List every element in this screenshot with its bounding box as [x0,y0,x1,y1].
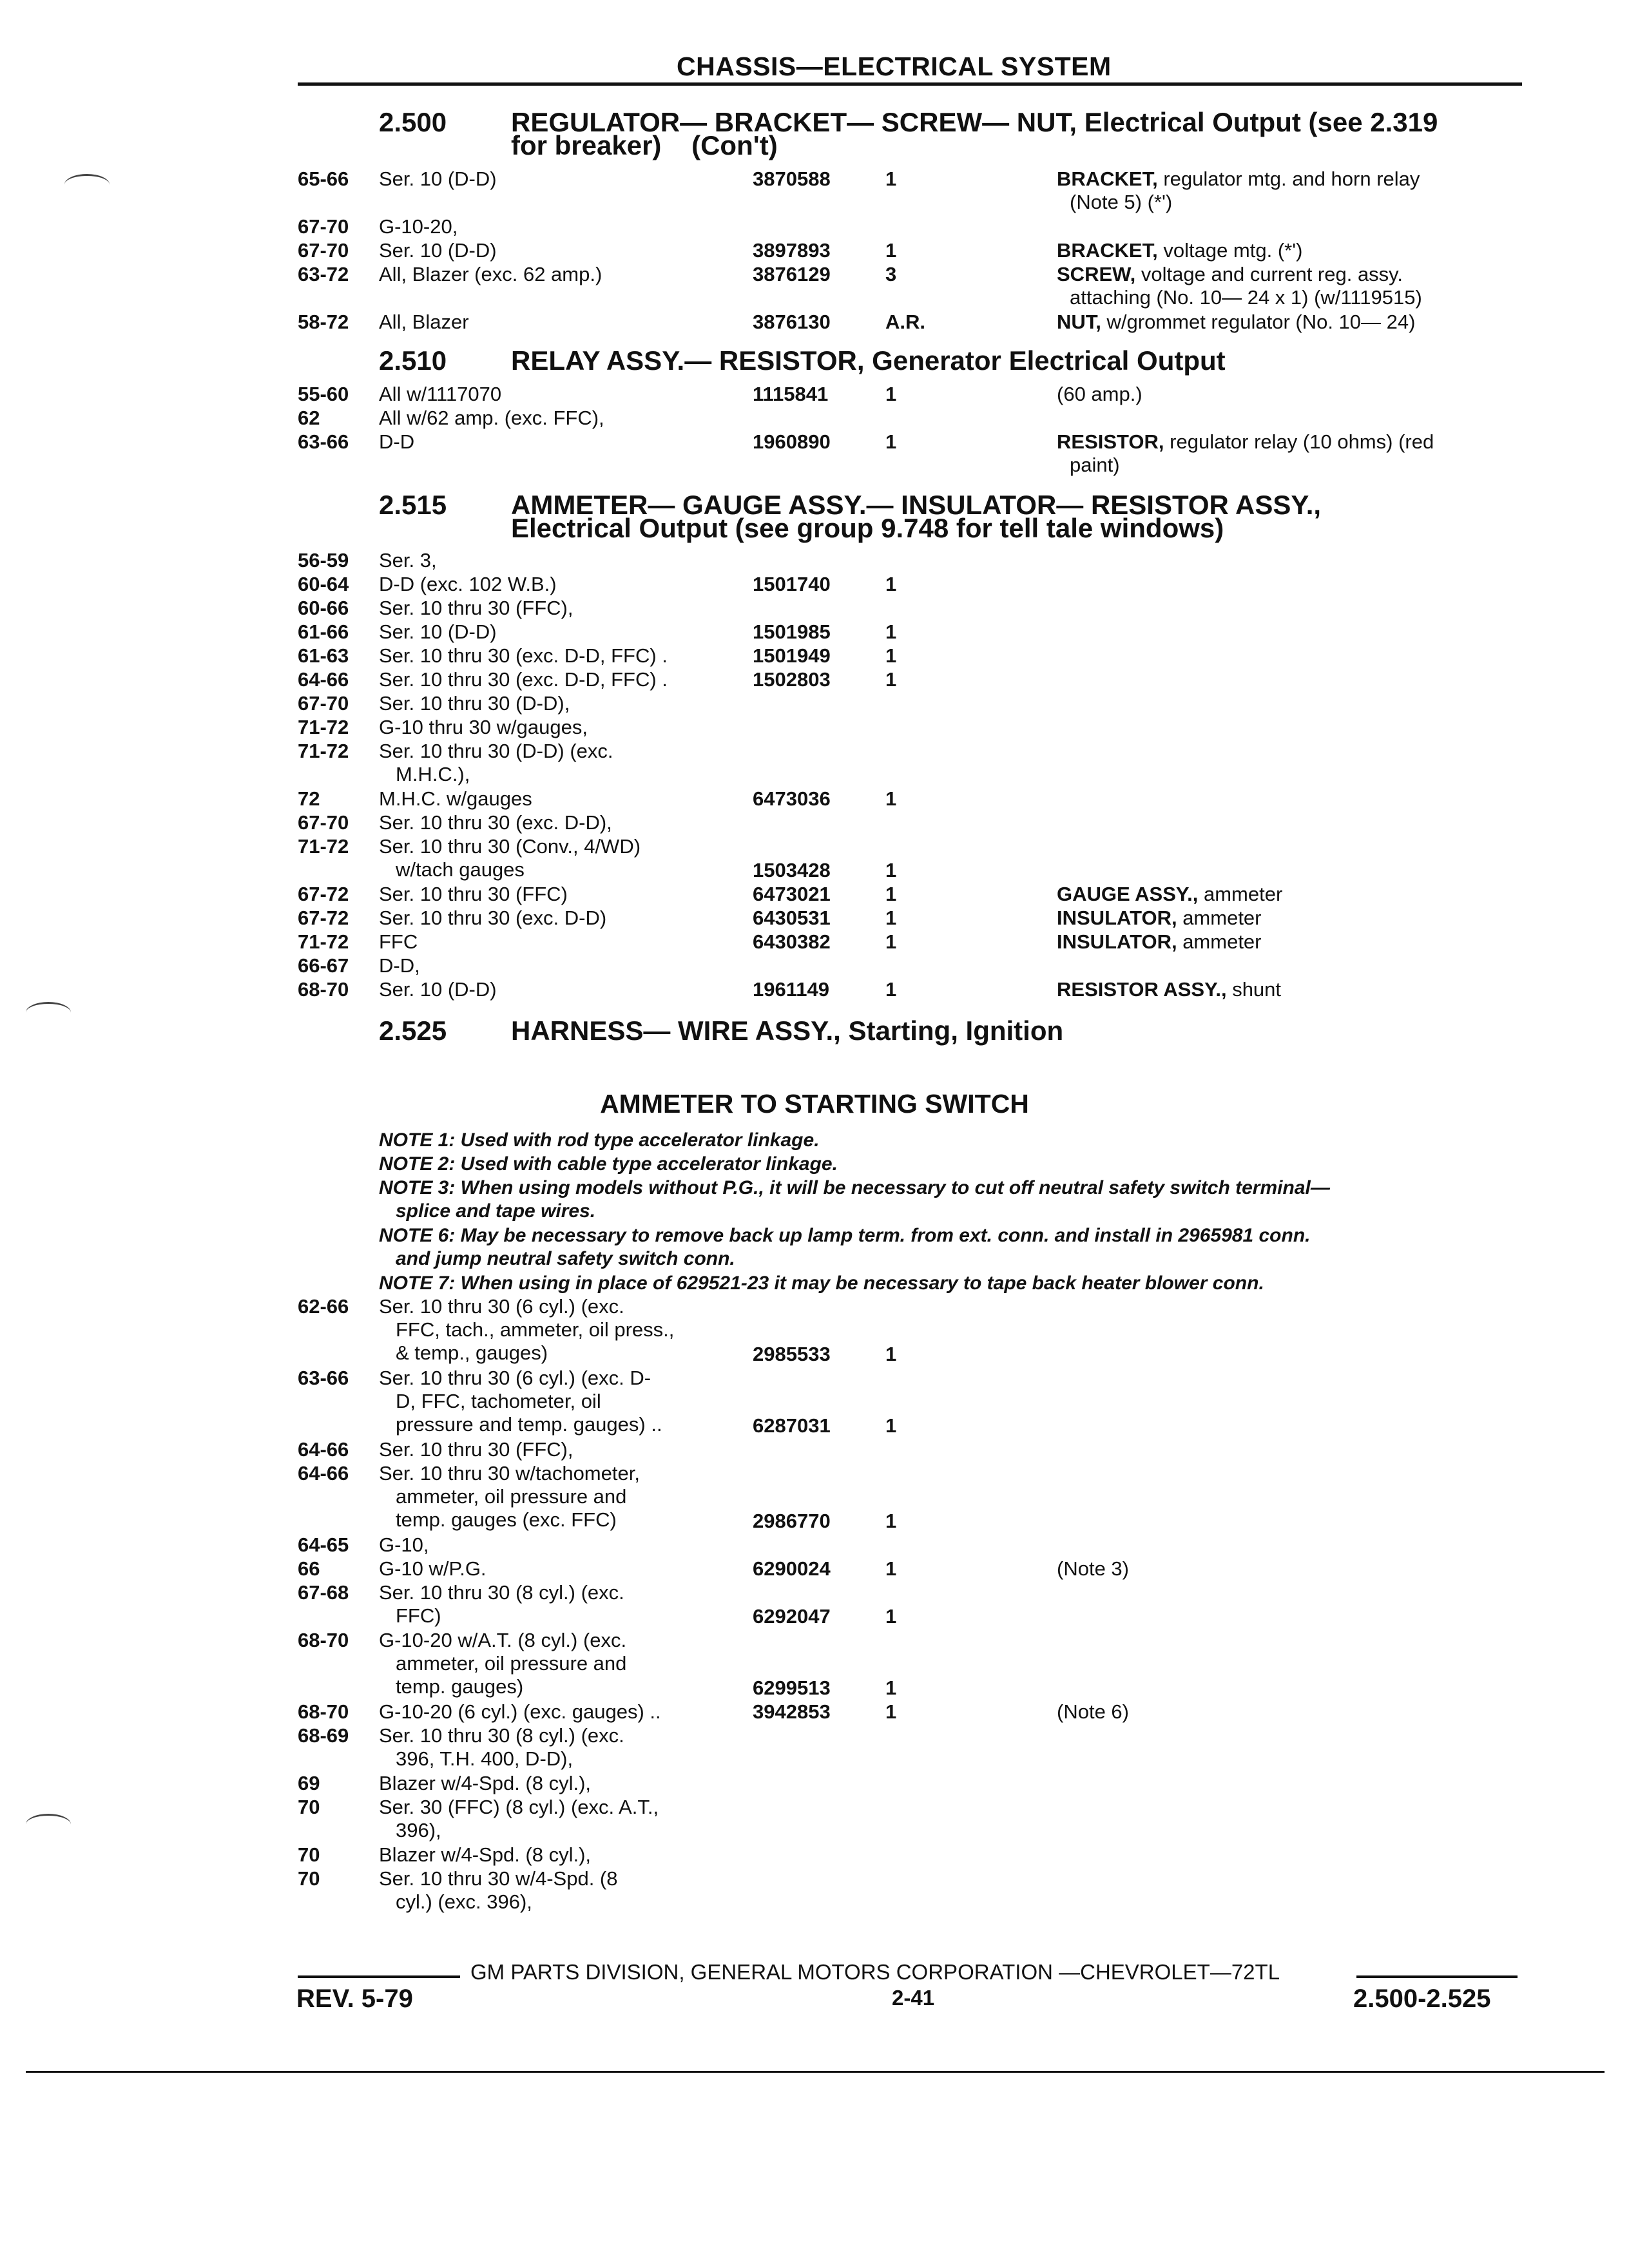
page-number: 2-41 [892,1986,935,2010]
part-number: 1503428 [753,859,831,881]
part-row [0,239,1629,263]
quantity: 1 [885,168,897,190]
application [379,1867,727,1914]
footer-rule-right [1356,1975,1518,1978]
part-number: 6430382 [753,930,831,953]
application [379,907,727,930]
part-number: 1501985 [753,620,831,643]
model-years: 68-69 [298,1724,349,1747]
application-continued: temp. gauges) [396,1675,524,1698]
part-number: 6430531 [753,907,831,929]
model-years: 67-70 [298,692,349,715]
description-text: ammeter [1177,930,1262,953]
part-row [0,311,1629,334]
model-years: 56-59 [298,549,349,572]
application-text: Ser. 10 thru 30 (6 cyl.) (exc. [379,1295,624,1318]
model-years: 67-72 [298,907,349,929]
application [379,716,727,739]
application-text: FFC [379,930,418,953]
part-row [0,978,1629,1002]
application [379,883,727,906]
note-text: NOTE 7: When using in place of 629521-23 it may be necessary to tape back heater blower conn. [379,1273,1264,1294]
application-text: G-10, [379,1533,429,1556]
model-years: 66-67 [298,954,349,977]
application-text: Ser. 10 (D-D) [379,978,497,1001]
application [379,1796,727,1842]
part-number: 3870588 [753,168,831,190]
model-years: 61-63 [298,644,349,667]
part-number: 6473036 [753,787,831,810]
section-title: RELAY ASSY.— RESISTOR, Generator Electrical Output [511,345,1226,376]
application [379,1843,727,1867]
note-continued: and jump neutral safety switch conn. [396,1248,735,1269]
part-number: 1501740 [753,573,831,595]
model-years: 58-72 [298,311,349,333]
application [379,215,727,238]
part-row [0,644,1629,668]
part-row [0,835,1629,881]
part-row [0,668,1629,692]
part-number: 2986770 [753,1510,831,1532]
part-number: 6299513 [753,1677,831,1699]
part-row [0,597,1629,620]
application-text: Ser. 10 thru 30 (FFC) [379,883,568,905]
part-row [0,263,1629,309]
part-number: 1501949 [753,644,831,667]
note-text: NOTE 6: May be necessary to remove back up lamp term. from ext. conn. and install in 2965981 conn. [379,1225,1311,1246]
part-row [0,930,1629,954]
application [379,740,727,786]
description-text: voltage and current reg. assy. [1135,263,1403,285]
model-years: 70 [298,1867,320,1890]
section-number: 2.515 [379,490,447,520]
model-years: 63-66 [298,1367,349,1389]
application-text: All w/62 amp. (exc. FFC), [379,407,604,429]
part-row [0,907,1629,930]
part-row [0,549,1629,573]
description-continued: attaching (No. 10— 24 x 1) (w/1119515) [1070,286,1422,309]
description [1057,430,1527,477]
description-text: regulator mtg. and horn relay [1157,168,1420,190]
application-continued: cyl.) (exc. 396), [396,1890,532,1913]
description [1057,907,1527,930]
part-number: 1115841 [753,383,829,405]
model-years: 64-65 [298,1533,349,1556]
description [1057,978,1527,1001]
quantity: 1 [885,1700,897,1723]
model-years: 67-70 [298,811,349,834]
revision-date: REV. 5-79 [296,1984,413,2013]
note-text: NOTE 3: When using models without P.G., it will be necessary to cut off neutral safety switch terminal— [379,1177,1330,1198]
application [379,239,727,262]
quantity: 1 [885,668,897,691]
application [379,407,727,430]
model-years: 67-70 [298,215,349,238]
quantity: 1 [885,239,897,262]
model-years: 71-72 [298,740,349,762]
model-years: 71-72 [298,930,349,953]
application [379,1367,727,1436]
description [1057,883,1527,906]
part-row [0,883,1629,907]
part-number: 3876130 [753,311,831,333]
quantity: 3 [885,263,897,285]
description [1057,311,1527,334]
page-header-title: CHASSIS—ELECTRICAL SYSTEM [677,52,1112,81]
model-years: 66 [298,1557,320,1580]
description-text: regulator relay (10 ohms) (red [1164,430,1434,453]
application [379,835,727,881]
model-years: 68-70 [298,1700,349,1723]
application-text: Ser. 10 thru 30 (exc. D-D, FFC) . [379,668,668,691]
application-text: Ser. 10 thru 30 (FFC), [379,597,574,619]
application [379,930,727,954]
application-continued: D, FFC, tachometer, oil [396,1390,601,1412]
application-text: Ser. 10 thru 30 (Conv., 4/WD) [379,835,641,858]
model-years: 67-70 [298,239,349,262]
part-row [0,787,1629,811]
application-continued: M.H.C.), [396,763,470,785]
application [379,978,727,1001]
bottom-rule [26,2071,1605,2073]
description-text: ammeter [1198,883,1283,905]
application-text: Ser. 10 thru 30 (8 cyl.) (exc. [379,1581,624,1604]
part-row [0,168,1629,213]
application [379,1557,727,1581]
model-years: 60-66 [298,597,349,619]
description-continued: (Note 5) (*') [1070,191,1173,213]
section-number: 2.510 [379,345,447,376]
application-text: Ser. 10 thru 30 (exc. D-D, FFC) . [379,644,668,667]
application-text: Ser. 10 (D-D) [379,239,497,262]
model-years: 64-66 [298,1438,349,1461]
description [1057,239,1527,262]
quantity: 1 [885,383,897,405]
application [379,168,727,191]
description-keyword: BRACKET, [1057,239,1158,262]
quantity: 1 [885,787,897,810]
section-title: HARNESS— WIRE ASSY., Starting, Ignition [511,1015,1064,1046]
part-number: 6290024 [753,1557,831,1580]
quantity: 1 [885,1557,897,1580]
description-keyword: RESISTOR, [1057,430,1164,453]
note [379,1129,1539,1152]
part-row [0,740,1629,785]
header-rule [298,82,1522,86]
description-keyword: NUT, [1057,311,1101,333]
description-text: (Note 6) [1057,1700,1129,1723]
note [379,1153,1539,1176]
note-text: NOTE 1: Used with rod type accelerator linkage. [379,1129,820,1151]
description-text: w/grommet regulator (No. 10— 24) [1101,311,1416,333]
description-text: (Note 3) [1057,1557,1129,1580]
application-continued: temp. gauges (exc. FFC) [396,1508,617,1531]
model-years: 71-72 [298,716,349,738]
model-years: 65-66 [298,168,349,190]
model-years: 68-70 [298,978,349,1001]
model-years: 72 [298,787,320,810]
description-keyword: RESISTOR ASSY., [1057,978,1227,1001]
quantity: 1 [885,620,897,643]
application [379,573,727,596]
model-years: 60-64 [298,573,349,595]
part-row [0,407,1629,430]
application-text: G-10-20 (6 cyl.) (exc. gauges) .. [379,1700,661,1723]
model-years: 62 [298,407,320,429]
application [379,787,727,811]
application-text: Ser. 10 thru 30 w/tachometer, [379,1462,640,1485]
model-years: 67-68 [298,1581,349,1604]
application-continued: FFC, tach., ammeter, oil press., [396,1318,675,1341]
quantity: 1 [885,1343,897,1365]
part-number: 6473021 [753,883,831,905]
model-years: 70 [298,1796,320,1818]
application [379,954,727,977]
application [379,263,727,286]
part-row [0,716,1629,740]
description-keyword: BRACKET, [1057,168,1158,190]
footer-corporation: GM PARTS DIVISION, GENERAL MOTORS CORPORATION —CHEVROLET—72TL [470,1960,1280,1984]
application [379,1772,727,1795]
section-title: REGULATOR— BRACKET— SCREW— NUT, Electrical Output (see 2.319 for breaker) (Con't) [511,107,1438,160]
application-text: D-D [379,430,415,453]
application [379,811,727,834]
part-number: 3876129 [753,263,831,285]
application [379,549,727,572]
model-years: 63-72 [298,263,349,285]
part-row [0,954,1629,978]
application-text: Ser. 10 thru 30 (FFC), [379,1438,574,1461]
note [379,1224,1539,1271]
model-years: 63-66 [298,430,349,453]
model-years: 70 [298,1843,320,1866]
part-number: 6287031 [753,1414,831,1437]
application-text: G-10-20 w/A.T. (8 cyl.) (exc. [379,1629,627,1651]
quantity: 1 [885,573,897,595]
model-years: 64-66 [298,1462,349,1485]
application-text: G-10 thru 30 w/gauges, [379,716,588,738]
application-text: D-D (exc. 102 W.B.) [379,573,557,595]
application-text: All, Blazer [379,311,469,333]
quantity: 1 [885,1605,897,1628]
note [379,1272,1539,1295]
application [379,1724,727,1771]
application-continued: 396, T.H. 400, D-D), [396,1747,574,1770]
application [379,668,727,691]
application-text: Ser. 10 thru 30 (D-D), [379,692,570,715]
application [379,1462,727,1532]
application-continued: & temp., gauges) [396,1341,548,1364]
part-number: 2985533 [753,1343,831,1365]
quantity: 1 [885,978,897,1001]
note-continued: splice and tape wires. [396,1200,596,1222]
description [1057,168,1527,214]
quantity: 1 [885,883,897,905]
part-row [0,573,1629,597]
note [379,1177,1539,1223]
model-years: 67-72 [298,883,349,905]
application [379,597,727,620]
application [379,383,727,406]
application-text: Ser. 30 (FFC) (8 cyl.) (exc. A.T., [379,1796,659,1818]
quantity: 1 [885,644,897,667]
description [1057,383,1527,406]
description-keyword: INSULATOR, [1057,907,1177,929]
application-text: G-10 w/P.G. [379,1557,487,1580]
model-years: 69 [298,1772,320,1794]
part-row [0,811,1629,835]
description-keyword: SCREW, [1057,263,1136,285]
part-number: 6292047 [753,1605,831,1628]
application [379,1295,727,1365]
quantity: 1 [885,1414,897,1437]
application-continued: w/tach gauges [396,858,525,881]
part-number: 1961149 [753,978,829,1001]
quantity: A.R. [885,311,925,333]
section-title: AMMETER— GAUGE ASSY.— INSULATOR— RESISTOR ASSY., Electrical Output (see group 9.748 for tell tale windows) [511,490,1322,543]
model-years: 64-66 [298,668,349,691]
part-row [0,215,1629,239]
part-row [0,383,1629,407]
application [379,1700,727,1724]
application [379,644,727,668]
application-text: G-10-20, [379,215,458,238]
application-text: Ser. 10 thru 30 (D-D) (exc. [379,740,613,762]
application-text: M.H.C. w/gauges [379,787,532,810]
part-number: 1502803 [753,668,831,691]
binder-mark [26,1002,71,1023]
model-years: 55-60 [298,383,349,405]
part-row [0,620,1629,644]
application-text: D-D, [379,954,420,977]
footer-rule-left [298,1975,460,1978]
part-row [0,430,1629,476]
note-text: NOTE 2: Used with cable type accelerator linkage. [379,1153,838,1175]
quantity: 1 [885,907,897,929]
part-number: 3942853 [753,1700,831,1723]
quantity: 1 [885,930,897,953]
section-number: 2.525 [379,1015,447,1046]
description-text: (60 amp.) [1057,383,1142,405]
part-number: 1960890 [753,430,831,453]
application [379,1533,727,1557]
application-text: Ser. 3, [379,549,437,572]
application-text: Ser. 10 thru 30 (8 cyl.) (exc. [379,1724,624,1747]
description-continued: paint) [1070,454,1120,476]
quantity: 1 [885,859,897,881]
description-text: voltage mtg. (*') [1157,239,1303,262]
part-row [0,692,1629,716]
subheading: AMMETER TO STARTING SWITCH [600,1089,1029,1119]
application [379,1581,727,1628]
application-text: Ser. 10 thru 30 (exc. D-D), [379,811,612,834]
description-keyword: GAUGE ASSY., [1057,883,1199,905]
description-text: shunt [1226,978,1282,1001]
model-years: 62-66 [298,1295,349,1318]
application [379,620,727,644]
application-continued: ammeter, oil pressure and [396,1485,627,1508]
description-text: ammeter [1177,907,1262,929]
group-range: 2.500-2.525 [1353,1984,1491,2013]
binder-mark [26,1814,71,1835]
application-text: Ser. 10 (D-D) [379,620,497,643]
application-continued: pressure and temp. gauges) .. [396,1413,662,1436]
application [379,1629,727,1698]
quantity: 1 [885,430,897,453]
part-number: 3897893 [753,239,831,262]
model-years: 68-70 [298,1629,349,1651]
application-text: Blazer w/4-Spd. (8 cyl.), [379,1843,592,1866]
application-continued: ammeter, oil pressure and [396,1652,627,1675]
application-text: All, Blazer (exc. 62 amp.) [379,263,602,285]
quantity: 1 [885,1510,897,1532]
application [379,430,727,454]
model-years: 61-66 [298,620,349,643]
description [1057,263,1527,309]
application [379,311,727,334]
application-text: Ser. 10 (D-D) [379,168,497,190]
model-years: 71-72 [298,835,349,858]
application-text: Ser. 10 thru 30 (6 cyl.) (exc. D- [379,1367,651,1389]
description [1057,930,1527,954]
application-text: All w/1117070 [379,383,502,405]
application [379,1438,727,1461]
application [379,692,727,715]
description-keyword: INSULATOR, [1057,930,1177,953]
quantity: 1 [885,1677,897,1699]
application-text: Blazer w/4-Spd. (8 cyl.), [379,1772,592,1794]
application-text: Ser. 10 thru 30 (exc. D-D) [379,907,607,929]
section-number: 2.500 [379,107,447,137]
application-text: Ser. 10 thru 30 w/4-Spd. (8 [379,1867,618,1890]
application-continued: 396), [396,1819,441,1841]
application-continued: FFC) [396,1604,441,1627]
